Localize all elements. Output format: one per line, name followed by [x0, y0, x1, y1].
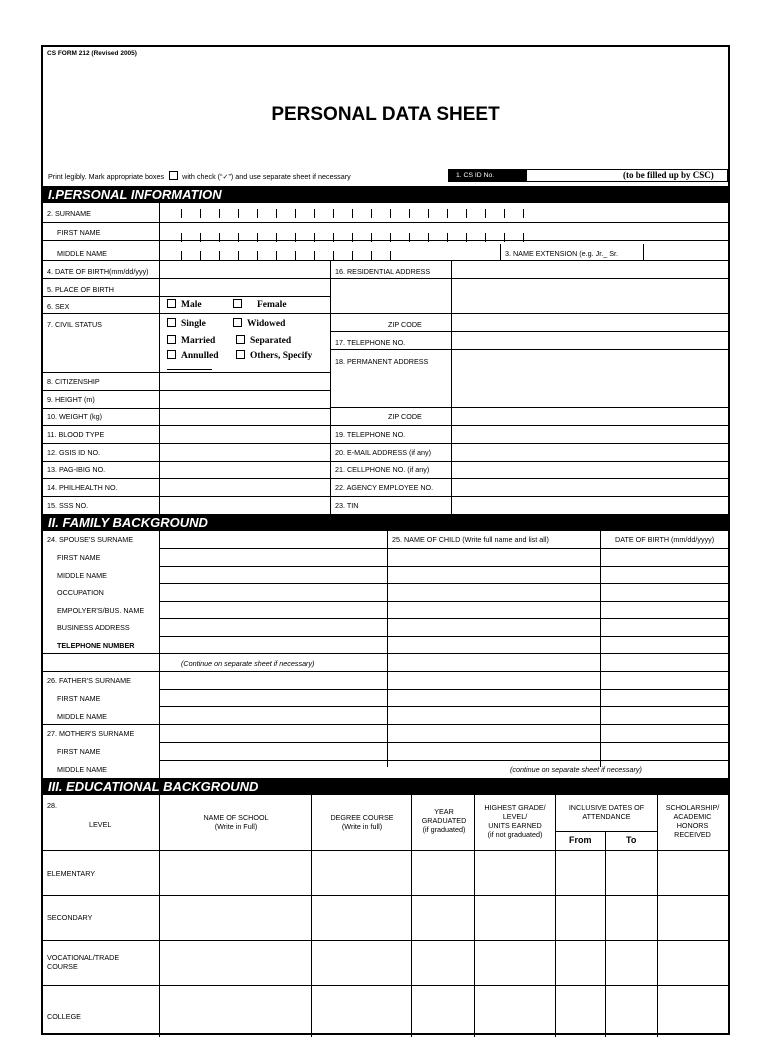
blood-type-label: 11. BLOOD TYPE	[47, 430, 105, 439]
sex-female-option[interactable]	[233, 299, 287, 310]
sex-male-option[interactable]	[167, 299, 202, 310]
section-educational-background: III. EDUCATIONAL BACKGROUND	[43, 778, 728, 795]
name-extension-label: 3. NAME EXTENSION (e.g. Jr._ Sr.	[505, 249, 619, 258]
from-header: From	[569, 835, 592, 845]
agency-employee-label: 22. AGENCY EMPLOYEE NO.	[335, 483, 434, 492]
degree-header: DEGREE COURSE (Write in full)	[330, 813, 394, 831]
surname-label: 2. SURNAME	[47, 209, 91, 218]
civil-widowed-option[interactable]	[233, 318, 285, 329]
char-box-tick	[276, 251, 277, 260]
female-checkbox[interactable]	[233, 299, 242, 308]
char-box-tick	[390, 251, 391, 260]
form-code: CS FORM 212 (Revised 2005)	[47, 50, 137, 57]
char-box-tick	[238, 209, 239, 218]
child-name-label: 25. NAME OF CHILD (Write full name and list all)	[392, 535, 549, 544]
mother-middle-name-label: MIDDLE NAME	[57, 765, 107, 774]
char-box-tick	[371, 209, 372, 218]
civil-status-label: 7. CIVIL STATUS	[47, 320, 102, 329]
edu-row-rule	[43, 940, 728, 941]
telephone-number-label: TELEPHONE NUMBER	[57, 641, 135, 650]
family-row-rule	[159, 724, 728, 725]
edu-row-rule	[43, 895, 728, 896]
char-box-tick	[295, 251, 296, 260]
surname-field[interactable]	[160, 205, 728, 221]
char-box-tick	[504, 209, 505, 218]
tin-label: 23. TIN	[335, 501, 359, 510]
family-row-rule	[159, 618, 728, 619]
char-box-tick	[276, 209, 277, 218]
family-row-rule	[159, 742, 728, 743]
cs-id-label: 1. CS ID No.	[448, 169, 526, 182]
family-row-rule	[43, 671, 159, 672]
char-box-tick	[295, 233, 296, 242]
char-box-tick	[333, 233, 334, 242]
char-box-tick	[257, 209, 258, 218]
char-box-tick	[238, 233, 239, 242]
char-box-tick	[447, 233, 448, 242]
widowed-label: Widowed	[247, 319, 286, 329]
char-box-tick	[257, 233, 258, 242]
rule-line	[311, 795, 312, 1037]
left-row-rule	[43, 313, 330, 314]
father-middle-name-label: MIDDLE NAME	[57, 712, 107, 721]
char-box-tick	[485, 233, 486, 242]
right-row-rule	[330, 425, 728, 426]
right-row-rule	[330, 478, 728, 479]
others-checkbox[interactable]	[236, 350, 245, 359]
char-box-tick	[200, 233, 201, 242]
edu-header-rule	[555, 831, 657, 832]
char-box-tick	[352, 233, 353, 242]
char-box-tick	[219, 233, 220, 242]
married-label: Married	[181, 336, 216, 346]
left-row-rule	[43, 443, 330, 444]
first-name-field[interactable]	[160, 224, 728, 240]
section-family-background: II. FAMILY BACKGROUND	[43, 514, 728, 531]
widowed-checkbox[interactable]	[233, 318, 242, 327]
char-box-tick	[390, 233, 391, 242]
char-box-tick	[200, 209, 201, 218]
sample-checkbox	[169, 171, 178, 180]
others-specify-line	[167, 369, 212, 370]
char-box-tick	[523, 233, 524, 242]
left-row-rule	[43, 278, 330, 279]
left-row-rule	[43, 296, 330, 297]
char-box-tick	[447, 209, 448, 218]
char-box-tick	[390, 209, 391, 218]
family-row-rule	[159, 689, 728, 690]
char-box-tick	[485, 209, 486, 218]
instructions-post: with check (“✓”) and use separate sheet if necessary	[182, 172, 351, 181]
char-box-tick	[181, 251, 182, 260]
permanent-address-label: 18. PERMANENT ADDRESS	[335, 357, 429, 366]
occupation-label: OCCUPATION	[57, 588, 104, 597]
char-box-tick	[409, 209, 410, 218]
highest-grade-header: HIGHEST GRADE/ LEVEL/ UNITS EARNED (if not graduated)	[484, 803, 546, 839]
continue-note-2: (continue on separate sheet if necessary)	[510, 765, 642, 774]
middle-name-field[interactable]	[160, 244, 500, 260]
family-row-rule	[159, 548, 728, 549]
edu-row-vocational: VOCATIONAL/TRADE COURSE	[47, 953, 120, 971]
rule-line	[474, 795, 475, 1037]
others-label: Others, Specify	[250, 351, 313, 361]
edu-row-rule	[43, 850, 728, 851]
char-box-tick	[333, 209, 334, 218]
mother-first-name-label: FIRST NAME	[57, 747, 101, 756]
annulled-label: Annulled	[181, 351, 219, 361]
first-name-label: FIRST NAME	[57, 228, 101, 237]
father-first-name-label: FIRST NAME	[57, 694, 101, 703]
dob-label: 4. DATE OF BIRTH(mm/dd/yyy)	[47, 267, 149, 276]
left-row-rule	[43, 390, 330, 391]
honors-header: SCHOLARSHIP/ ACADEMIC HONORS RECEIVED	[665, 803, 720, 839]
civil-others-option[interactable]	[236, 350, 312, 361]
civil-annulled-option[interactable]	[167, 350, 219, 361]
char-box-tick	[181, 209, 182, 218]
child-dob-label: DATE OF BIRTH (mm/dd/yyyy)	[615, 535, 715, 544]
to-header: To	[626, 835, 637, 845]
form-title: PERSONAL DATA SHEET	[271, 104, 500, 125]
middle-name-label: MIDDLE NAME	[57, 249, 107, 258]
char-box-tick	[295, 209, 296, 218]
continue-note: (Continue on separate sheet if necessary)	[181, 659, 315, 668]
telephone-2-label: 19. TELEPHONE NO.	[335, 430, 406, 439]
personal-data-sheet	[41, 45, 730, 1035]
civil-married-option[interactable]	[167, 335, 215, 346]
char-box-tick	[371, 233, 372, 242]
separated-label: Separated	[250, 336, 292, 346]
left-row-rule	[43, 461, 330, 462]
left-row-rule	[43, 478, 330, 479]
citizenship-label: 8. CITIZENSHIP	[47, 377, 100, 386]
char-box-tick	[409, 233, 410, 242]
edu-row-college: COLLEGE	[47, 1012, 81, 1021]
level-header: LEVEL	[89, 820, 112, 829]
char-box-tick	[428, 233, 429, 242]
family-row-rule	[43, 653, 159, 654]
father-surname-label: 26. FATHER'S SURNAME	[47, 676, 131, 685]
edu-row-secondary: SECONDARY	[47, 913, 93, 922]
gsis-label: 12. GSIS ID NO.	[47, 448, 101, 457]
spouse-middle-name-label: MIDDLE NAME	[57, 571, 107, 580]
married-checkbox[interactable]	[167, 335, 176, 344]
family-row-rule	[159, 760, 728, 761]
weight-label: 10. WEIGHT (kg)	[47, 412, 102, 421]
family-row-rule	[43, 724, 159, 725]
cellphone-label: 21. CELLPHONE NO. (if any)	[335, 465, 430, 474]
char-box-tick	[371, 251, 372, 260]
cs-id-note: (to be filled up by CSC)	[623, 170, 714, 180]
left-row-rule	[43, 496, 330, 497]
char-box-tick	[257, 251, 258, 260]
char-box-tick	[219, 251, 220, 260]
single-label: Single	[181, 319, 206, 329]
pagibig-label: 13. PAG-IBIG NO.	[47, 465, 106, 474]
char-box-tick	[314, 251, 315, 260]
separated-checkbox[interactable]	[236, 335, 245, 344]
family-row-rule	[159, 706, 728, 707]
right-row-rule	[330, 407, 728, 408]
right-row-rule	[330, 496, 728, 497]
spouse-first-name-label: FIRST NAME	[57, 553, 101, 562]
sss-label: 15. SSS NO.	[47, 501, 89, 510]
rule-line	[657, 795, 658, 1037]
edu-row-rule	[43, 985, 728, 986]
rule-line	[605, 831, 606, 1037]
school-header: NAME OF SCHOOL (Write in Full)	[203, 813, 269, 831]
male-label: Male	[181, 300, 202, 310]
char-box-tick	[219, 209, 220, 218]
zip-code-2-label: ZIP CODE	[388, 412, 422, 421]
residential-address-label: 16. RESIDENTIAL ADDRESS	[335, 267, 431, 276]
right-row-rule	[330, 443, 728, 444]
male-checkbox[interactable]	[167, 299, 176, 308]
char-box-tick	[238, 251, 239, 260]
family-row-rule	[159, 566, 728, 567]
telephone-1-label: 17. TELEPHONE NO.	[335, 338, 406, 347]
char-box-tick	[181, 233, 182, 242]
business-address-label: BUSINESS ADDRESS	[57, 623, 130, 632]
right-row-rule	[330, 313, 728, 314]
employer-label: EMPOLYER'S/BUS. NAME	[57, 606, 145, 615]
civil-separated-option[interactable]	[236, 335, 291, 346]
char-box-tick	[200, 251, 201, 260]
email-label: 20. E-MAIL ADDRESS (if any)	[335, 448, 431, 457]
char-box-tick	[352, 209, 353, 218]
mother-surname-label: 27. MOTHER'S SURNAME	[47, 729, 135, 738]
left-row-rule	[43, 425, 330, 426]
philhealth-label: 14. PHILHEALTH NO.	[47, 483, 118, 492]
annulled-checkbox[interactable]	[167, 350, 176, 359]
char-box-tick	[314, 233, 315, 242]
char-box-tick	[314, 209, 315, 218]
char-box-tick	[333, 251, 334, 260]
family-row-rule	[159, 636, 728, 637]
family-row-rule	[159, 671, 728, 672]
name-extension-field[interactable]	[644, 244, 728, 260]
right-row-rule	[330, 349, 728, 350]
edu-row-elementary: ELEMENTARY	[47, 869, 96, 878]
char-box-tick	[466, 233, 467, 242]
item-28-number: 28.	[47, 801, 57, 810]
year-graduated-header: YEAR GRADUATED (if graduated)	[421, 807, 467, 834]
instructions	[48, 171, 351, 181]
char-box-tick	[504, 233, 505, 242]
section-personal-information: I.PERSONAL INFORMATION	[43, 186, 728, 203]
family-row-rule	[159, 653, 728, 654]
family-row-rule	[159, 583, 728, 584]
height-label: 9. HEIGHT (m)	[47, 395, 95, 404]
left-row-rule	[43, 408, 330, 409]
zip-code-1-label: ZIP CODE	[388, 320, 422, 329]
char-box-tick	[428, 209, 429, 218]
pob-label: 5. PLACE OF BIRTH	[47, 285, 114, 294]
char-box-tick	[466, 209, 467, 218]
instructions-pre: Print legibly. Mark appropriate boxes	[48, 172, 165, 181]
single-checkbox[interactable]	[167, 318, 176, 327]
right-row-rule	[330, 331, 728, 332]
civil-single-option[interactable]	[167, 318, 206, 329]
rule-line	[159, 795, 160, 1037]
char-box-tick	[276, 233, 277, 242]
left-row-rule	[43, 372, 330, 373]
spouse-surname-label: 24. SPOUSE'S SURNAME	[47, 535, 134, 544]
char-box-tick	[352, 251, 353, 260]
inclusive-dates-header: INCLUSIVE DATES OF ATTENDANCE	[568, 803, 645, 821]
female-label: Female	[257, 300, 287, 310]
right-row-rule	[330, 461, 728, 462]
char-box-tick	[523, 209, 524, 218]
family-row-rule	[159, 601, 728, 602]
rule-line	[411, 795, 412, 1037]
sex-label: 6. SEX	[47, 302, 70, 311]
